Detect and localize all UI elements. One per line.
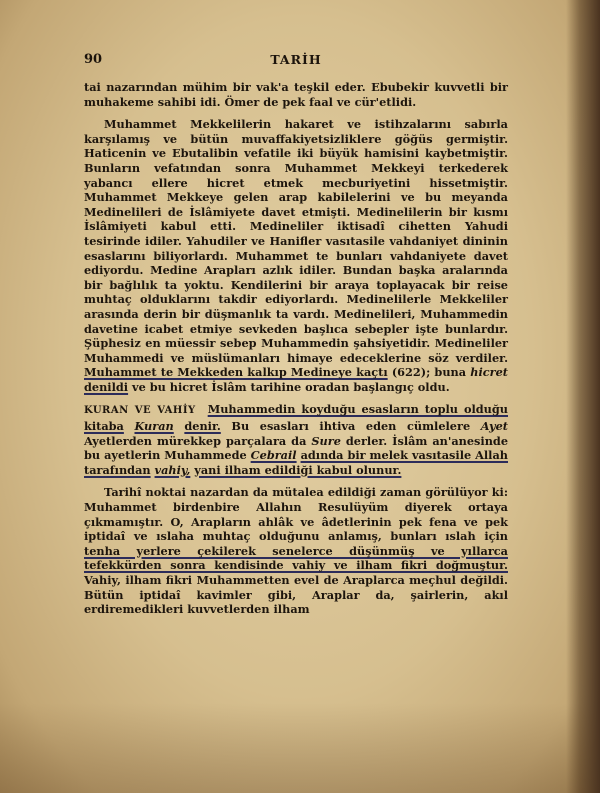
book-spine-shadow bbox=[566, 0, 600, 793]
section-sidehead: KURAN VE VAHİY bbox=[84, 405, 196, 417]
underlined-phrase: denildi bbox=[84, 379, 129, 394]
italic-term: Ayet bbox=[480, 419, 509, 434]
italic-term: Kuran bbox=[134, 419, 174, 434]
body-text bbox=[84, 80, 508, 625]
text-run: Bu esasları ihtiva eden cümlelere bbox=[231, 419, 471, 434]
underlined-phrase: tenha yerlere çekilerek senelerce düşünmüş ve yıllarca tefekkürden sonra kendisinde vahiy ve ilham fikri doğmuştur. bbox=[84, 543, 508, 573]
text-run: Tarihî noktai nazardan da mütalea edildiği zaman görülüyor ki: Muhammet birdenbire Allahın Resulüyüm diyerek ortaya çıkmamıştır. O, Arapların ahlâk ve âdetlerinin pek fena ve pek iptidaî ve ıslaha muhtaç olduğunu anlamış, bunları ıslah için bbox=[84, 485, 508, 544]
italic-term: Cebrail bbox=[250, 448, 297, 463]
italic-term: hicret bbox=[470, 365, 509, 380]
paragraph-2-text: Muhammet Mekkelilerin hakaret ve istihzalarını sabırla karşılamış ve bütün muvaffakiyetsizliklere göğüs germiştir. Haticenin ve Ebutalibin vefatile iki büyük hamisini kaybetmiştir. Bunların vefatından sonra Muhammet Mekkeyi terkederek yabancı ellere hicret etmek mecburiyetini hissetmiştir. Muhammet Mekkeye gelen arap kabilelerini ve bu meyanda Medinelileri de İslâmiyete davet etmişti. Medinelilerin bir kısmı İslâmiyeti kabul etti. Medineliler iktisadî cihetten Yahudi tesirinde idiler. Yahudiler ve Hanifler vasıtasile vahdaniyet dininin esaslarını biliyorlardı. Muhammet te bunları vahdaniyete davet ediyordu. Medine Arapları azlık idiler. Bundan başka aralarında bir bağlılık ta yoktu. Kendilerini bir araya toplayacak bir reise muhtaç olduklarını takdir ediyorlardı. Medinelilerle Mekkeliler arasında derin bir düşmanlık ta vardı. Medinelileri, Muhammedin davetine icabet etmiye sevkeden başlıca sebepler işte bunlardır. Şüphesiz en müessir sebep Muhammedin şahsiyetidir. Medineliler Muhammedi ve müslümanları himaye edeceklerine söz verdiler. bbox=[84, 117, 508, 365]
paragraph-2-end: ve bu hicret İslâm tarihine oradan başlangıç oldu. bbox=[132, 379, 450, 394]
paragraph-2 bbox=[84, 117, 508, 394]
underlined-phrase: Muhammedin koyduğu esasların toplu olduğu kitaba bbox=[84, 402, 508, 434]
paragraph-1: tai nazarından mühim bir vak'a teşkil eder. Ebubekir kuvvetli bir muhakeme sahibi idi. Ömer de pek faal ve cür'etlidi. bbox=[84, 80, 508, 109]
page-header bbox=[84, 52, 508, 70]
paragraph-3 bbox=[84, 402, 508, 477]
underlined-phrase: denir. bbox=[184, 419, 221, 434]
italic-term: Sure bbox=[311, 433, 341, 448]
page-stain bbox=[0, 703, 600, 793]
text-run: Vahiy, ilham fikri Muhammetten evel de Araplarca meçhul değildi. Bütün iptidaî kavimler gibi, Araplar da, şairlerin, akıl erdiremedikleri kuvvetlerden ilham bbox=[84, 573, 508, 617]
underlined-phrase: yani ilham edildiği kabul olunur. bbox=[194, 462, 402, 477]
paragraph-4 bbox=[84, 485, 508, 616]
running-title: TARİH bbox=[270, 52, 322, 67]
italic-term: vahiy, bbox=[154, 462, 191, 477]
date-text: (622); buna bbox=[391, 365, 467, 380]
underlined-phrase: Muhammet te Mekkeden kalkıp Medineye kaçtı bbox=[84, 365, 388, 380]
page-number: 90 bbox=[84, 52, 103, 67]
underlined-phrase: adında bir melek vasıtasile Allah tarafından bbox=[84, 448, 509, 477]
text-run: Ayetlerden mürekkep parçalara da bbox=[84, 433, 307, 448]
text-run: derler. İslâm an'anesinde bu ayetlerin Muhammede bbox=[84, 433, 509, 463]
